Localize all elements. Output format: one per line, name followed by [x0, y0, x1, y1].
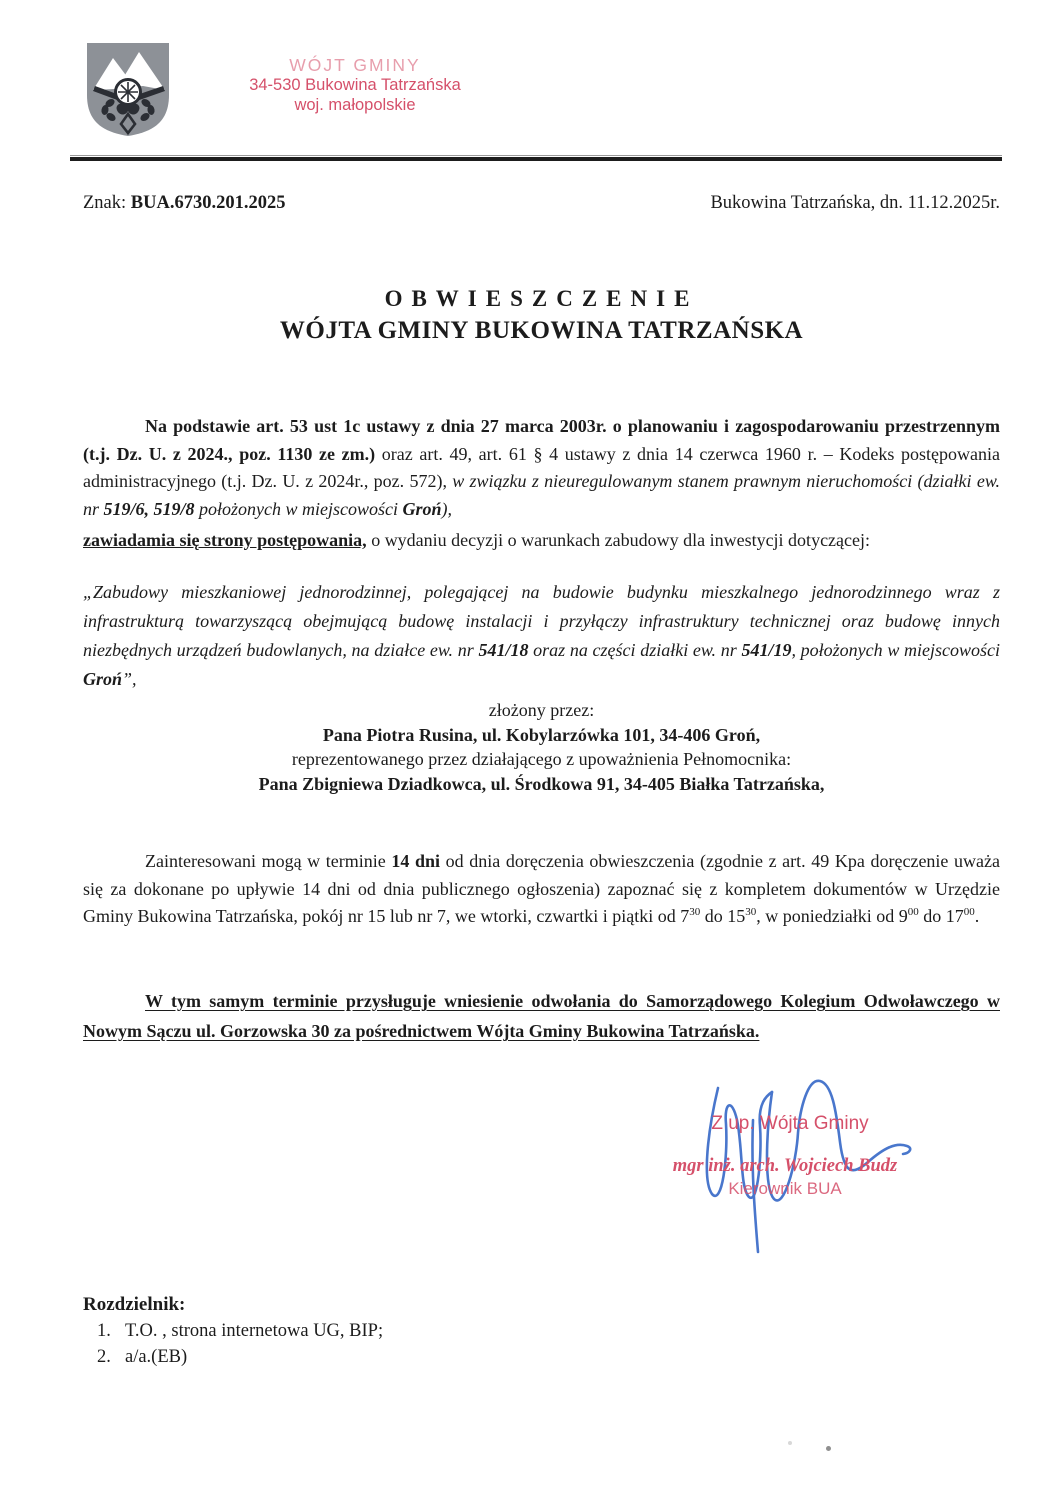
notification-line: [83, 527, 1000, 555]
reference-value: BUA.6730.201.2025: [130, 193, 286, 213]
signature-stamp-line1: Z up. Wójta Gminy: [711, 1113, 869, 1134]
scan-speck: [826, 1446, 831, 1451]
document-title: [83, 284, 1000, 348]
legal-basis-paragraph: Na podstawie art. 53 ust 1c ustawy z dnia 27 marca 2003r. o planowaniu i zagospodarowaniu przestrzennym (t.j. Dz. U. z 2024., poz. 1130 ze zm.) oraz art. 49, art. 61 § 4 ustawy z dnia 14 czerwca 1960 r. – Kodeks postępowania administracyjnego (t.j. Dz. U. z 2024r., poz. 572), w związku z nieuregulowanym stanem prawnym nieruchomości (działki ew. nr 519/6, 519/8 położonych w miejscowości Groń),: [83, 416, 1000, 519]
locality-name: Groń: [402, 498, 442, 519]
distribution-item-1: 1. T.O. , strona internetowa UG, BIP;: [97, 1321, 384, 1341]
inspection-info: Zainteresowani mogą w terminie 14 dni od dnia doręczenia obwieszczenia (zgodnie z art. 49 Kpa doręczenie uważa się za dokonane po upływie 14 dni od dnia publicznego ogłoszenia) zapoznać się z kompletem dokumentów w Urzędzie Gminy Bukowina Tatrzańska, pokój nr 15 lub nr 7, we wtorki, czwartki i piątki od $7^{30}$ do $15^{30}$, w poniedziałki od $9^{00}$ do $17^{00}$.: [83, 851, 1001, 926]
distribution-list: [83, 1292, 583, 1370]
signatory-name: mgr inż. arch. Wojciech Budz: [672, 1156, 898, 1176]
investment-description: „Zabudowy mieszkaniowej jednorodzinnej, polegającej na budowie budynku mieszkalnego jednorodzinnego wraz z infrastrukturą towarzyszącą obejmującą budowę instalacji i przyłączy infrastruktury technicznej oraz budowę innych niezbędnych urządzeń budowlanych, na działce ew. nr 541/18 oraz na części działki ew. nr 541/19, położonych w miejscowości Groń”,: [83, 582, 1000, 689]
representative-intro: reprezentowanego przez działającego z upoważnienia Pełnomocnika:: [291, 749, 792, 769]
document-title-line2: WÓJTA GMINY BUKOWINA TATRZAŃSKA: [279, 317, 804, 344]
hours-sup: 30: [689, 906, 701, 918]
distribution-item-2: 2. a/a.(EB): [97, 1347, 188, 1367]
legal-basis-bold: Na podstawie art. 53 ust 1c ustawy z dnia 27 marca 2003r. o planowaniu i zagospodarowaniu przestrzennym (t.j. Dz. U. z 2024., poz. 1130 ze zm.): [83, 416, 1000, 464]
representative-name: Pana Zbigniewa Dziadkowca, ul. Środkowa 91, 34-405 Białka Tatrzańska,: [258, 773, 825, 794]
plot-541-18: 541/18: [478, 640, 529, 660]
header-divider: [70, 155, 1002, 161]
office-stamp: [205, 55, 505, 115]
applicant-intro: złożony przez:: [488, 700, 595, 720]
coat-of-arms-icon: [83, 40, 173, 138]
reference-number: [83, 193, 285, 214]
applicant-block: [83, 698, 1000, 796]
plot-541-19: 541/19: [741, 640, 792, 660]
deadline-days: 14 dni: [391, 851, 441, 871]
office-stamp-line3: woj. małopolskie: [294, 96, 416, 114]
office-stamp-line2: 34-530 Bukowina Tatrzańska: [249, 76, 461, 94]
signatory-title: Kierownik BUA: [728, 1179, 842, 1198]
investment-text: „Zabudowy mieszkaniowej jednorodzinnej, polegającej na budowie budynku mieszkalnego jednorodzinnego wraz z infrastrukturą towarzyszącą obejmującą budowę instalacji i przyłączy infrastruktury technicznej oraz budowę innych niezbędnych urządzeń budowlanych, na działce ew. nr: [83, 582, 1000, 660]
legal-basis-regular: oraz art. 49, art. 61 § 4 ustawy z dnia 14 czerwca 1960 r. – Kodeks postępowania administracyjnego (t.j. Dz. U. z 2024r., poz. 572),: [83, 443, 1000, 491]
legal-basis-italic: w związku z nieuregulowanym stanem prawnym nieruchomości (działki ew. nr: [83, 471, 1000, 519]
document-title-line1: OBWIESZCZENIE: [384, 286, 699, 311]
scan-speck: [788, 1441, 792, 1445]
office-stamp-line1: WÓJT GMINY: [289, 55, 421, 75]
notification-emphasis: zawiadamia się strony postępowania,: [83, 530, 367, 550]
applicant-name: Pana Piotra Rusina, ul. Kobylarzówka 101, 34-406 Groń,: [322, 724, 761, 745]
locality-name-2: Groń: [83, 669, 123, 689]
place-and-date: Bukowina Tatrzańska, dn. 11.12.2025r.: [710, 193, 1000, 213]
plot-numbers: 519/6, 519/8: [103, 498, 195, 519]
meta-row: [83, 193, 1000, 214]
distribution-heading: Rozdzielnik:: [83, 1294, 186, 1315]
notification-rest: o wydaniu decyzji o warunkach zabudowy dla inwestycji dotyczącej:: [366, 530, 871, 550]
reference-label: Znak:: [83, 193, 127, 213]
appeal-text: W tym samym terminie przysługuje wniesienie odwołania do Samorządowego Kolegium Odwoławczego w Nowym Sączu ul. Gorzowska 30 za pośrednictwem Wójta Gminy Bukowina Tatrzańska.: [83, 991, 1000, 1041]
appeal-notice: [83, 986, 1000, 1046]
